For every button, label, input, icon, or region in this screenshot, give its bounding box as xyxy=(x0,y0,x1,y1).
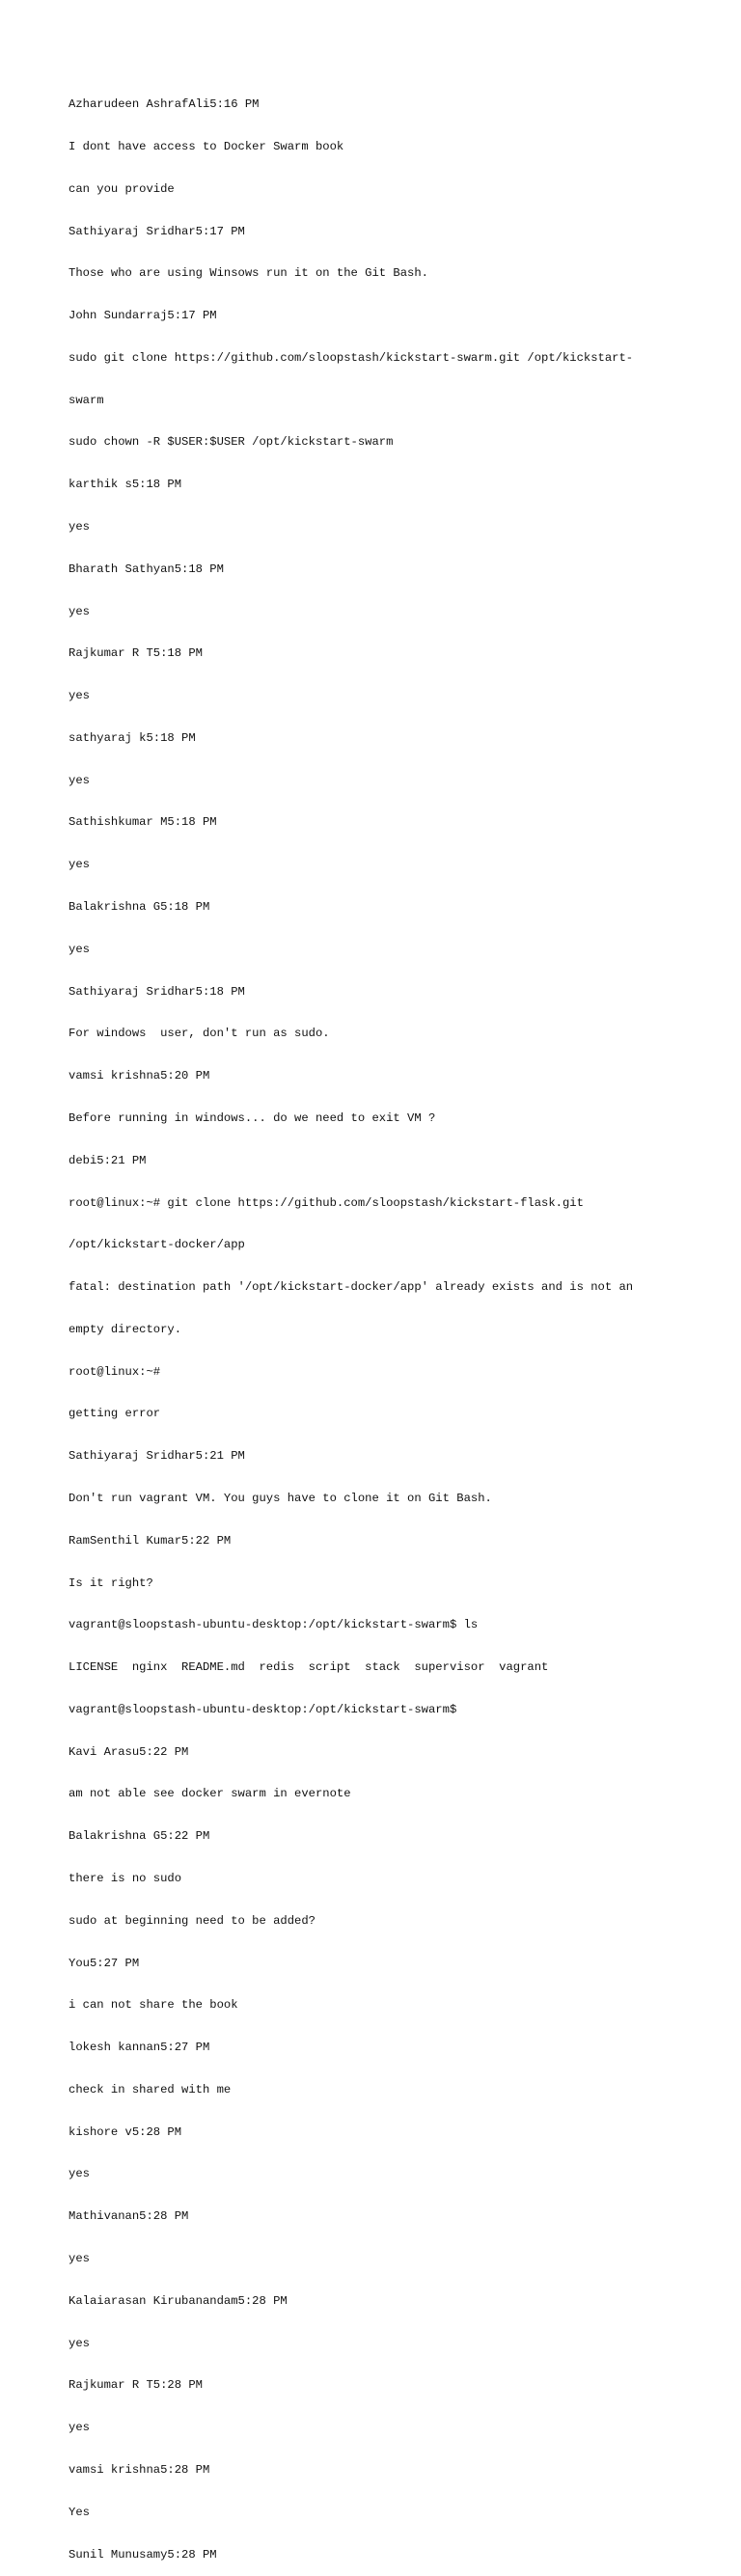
text-line: sudo chown -R $USER:$USER /opt/kickstart-swarm xyxy=(69,435,394,450)
text-line: vagrant@sloopstash-ubuntu-desktop:/opt/kickstart-swarm$ ls xyxy=(69,1618,479,1632)
text-line: fatal: destination path '/opt/kickstart-docker/app' already exists and is not an xyxy=(69,1280,634,1295)
text-line: sathyaraj k5:18 PM xyxy=(69,730,196,745)
text-line: Those who are using Winsows run it on the Git Bash. xyxy=(69,266,428,281)
text-line: yes xyxy=(69,689,90,703)
text-line: sudo at beginning need to be added? xyxy=(69,1913,316,1928)
text-line: Balakrishna G5:18 PM xyxy=(69,900,210,915)
text-line: I dont have access to Docker Swarm book xyxy=(69,139,344,153)
text-line: yes xyxy=(69,858,90,872)
text-line: sudo git clone https://github.com/sloopstash/kickstart-swarm.git /opt/kickstart- xyxy=(69,350,634,365)
text-line: there is no sudo xyxy=(69,1872,182,1885)
text-line: Kalaiarasan Kirubanandam5:28 PM xyxy=(69,2293,288,2308)
text-line: empty directory. xyxy=(69,1322,182,1336)
text-line: getting error xyxy=(69,1407,161,1421)
text-line: check in shared with me xyxy=(69,2082,232,2096)
text-line: Before running in windows... do we need to exit VM ? xyxy=(69,1110,436,1125)
text-line: lokesh kannan5:27 PM xyxy=(69,2041,210,2055)
text-line: Rajkumar R T5:18 PM xyxy=(69,646,203,661)
text-line: yes xyxy=(69,2252,90,2266)
text-line: yes xyxy=(69,2421,90,2435)
text-line: John Sundarraj5:17 PM xyxy=(69,309,217,323)
text-line: debi5:21 PM xyxy=(69,1153,147,1167)
text-line: yes xyxy=(69,2167,90,2181)
text-line: vagrant@sloopstash-ubuntu-desktop:/opt/kickstart-swarm$ xyxy=(69,1702,457,1716)
text-line: Is it right? xyxy=(69,1576,153,1590)
chat-transcript xyxy=(69,69,667,2576)
text-line: vamsi krishna5:28 PM xyxy=(69,2462,210,2477)
text-line: karthik s5:18 PM xyxy=(69,478,182,492)
text-line: am not able see docker swarm in evernote xyxy=(69,1787,351,1801)
text-line: yes xyxy=(69,2336,90,2350)
text-line: can you provide xyxy=(69,181,175,196)
text-line: Sathishkumar M5:18 PM xyxy=(69,815,217,830)
text-line: /opt/kickstart-docker/app xyxy=(69,1238,245,1252)
text-line: LICENSE nginx README.md redis script stack supervisor vagrant xyxy=(69,1660,549,1675)
text-line: You5:27 PM xyxy=(69,1956,140,1970)
text-line: yes xyxy=(69,520,90,534)
text-line: Yes xyxy=(69,2505,90,2519)
text-line: RamSenthil Kumar5:22 PM xyxy=(69,1533,232,1548)
text-line: Sathiyaraj Sridhar5:18 PM xyxy=(69,984,245,999)
text-line: yes xyxy=(69,604,90,618)
text-line: Sunil Munusamy5:28 PM xyxy=(69,2547,217,2562)
text-line: Sathiyaraj Sridhar5:21 PM xyxy=(69,1449,245,1464)
text-line: vamsi krishna5:20 PM xyxy=(69,1069,210,1083)
text-line: kishore v5:28 PM xyxy=(69,2124,182,2139)
text-line: root@linux:~# git clone https://github.com/sloopstash/kickstart-flask.git xyxy=(69,1195,584,1210)
text-line: swarm xyxy=(69,393,104,407)
text-line: Balakrishna G5:22 PM xyxy=(69,1829,210,1844)
text-line: Azharudeen AshrafAli5:16 PM xyxy=(69,97,260,112)
text-line: Mathivanan5:28 PM xyxy=(69,2209,189,2224)
text-line: Sathiyaraj Sridhar5:17 PM xyxy=(69,224,245,238)
text-line: i can not share the book xyxy=(69,1998,238,2013)
text-line: Bharath Sathyan5:18 PM xyxy=(69,562,224,576)
text-line: root@linux:~# xyxy=(69,1364,161,1379)
text-line: Rajkumar R T5:28 PM xyxy=(69,2378,203,2393)
text-line: yes xyxy=(69,773,90,787)
text-line: Don't run vagrant VM. You guys have to clone it on Git Bash. xyxy=(69,1491,492,1505)
text-line: yes xyxy=(69,942,90,956)
text-line: For windows user, don't run as sudo. xyxy=(69,1027,330,1041)
text-line: Kavi Arasu5:22 PM xyxy=(69,1744,189,1759)
